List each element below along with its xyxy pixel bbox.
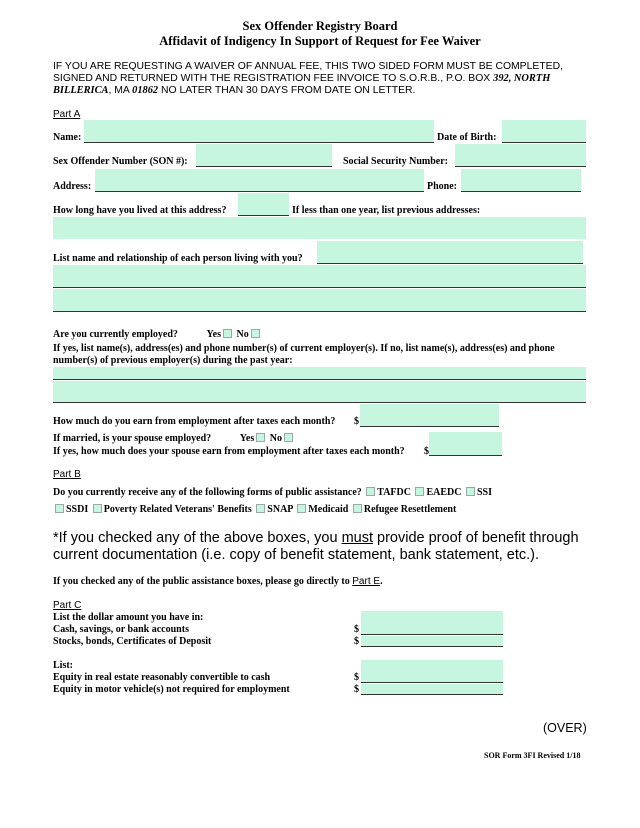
spouse-earn-dollar: $: [424, 446, 429, 457]
spouse-employed-label: If married, is your spouse employed?: [53, 433, 212, 444]
intro-line-3: [53, 85, 415, 96]
spouse-no-label: No: [269, 433, 282, 444]
ssdi-checkbox[interactable]: [55, 504, 64, 513]
part-c-heading: Part C: [53, 600, 82, 611]
list-label: List:: [53, 660, 73, 671]
page-subtitle: Affidavit of Indigency In Support of Request for Fee Waiver: [159, 34, 481, 48]
employer-instructions-1: If yes, list name(s), address(es) and phone number(s) of current employer(s). If no, list name(s), address(es) and phone: [53, 343, 555, 354]
employed-yes-label: Yes: [206, 329, 221, 340]
form-id: SOR Form 3FI Revised 1/18: [484, 751, 581, 760]
dob-label: Date of Birth:: [437, 132, 497, 143]
snap-checkbox[interactable]: [256, 504, 265, 513]
spouse-earn-label: If yes, how much does your spouse earn from employment after taxes each month?: [53, 446, 405, 457]
name-label: Name:: [53, 132, 82, 143]
intro-line-2: [53, 73, 550, 84]
ssn-input[interactable]: [455, 144, 586, 167]
son-input[interactable]: [196, 144, 332, 167]
goto-period: .: [380, 576, 383, 587]
goto-text: If you checked any of the public assistance boxes, please go directly to: [53, 576, 353, 587]
over-label: (OVER): [543, 721, 587, 735]
employer-input-2[interactable]: [53, 381, 586, 403]
prev-address-label: If less than one year, list previous addresses:: [292, 205, 481, 216]
spouse-employed-row: [53, 433, 295, 444]
refugee-checkbox[interactable]: [353, 504, 362, 513]
proof-note-must: must: [341, 530, 373, 546]
earn-label: How much do you earn from employment after taxes each month?: [53, 416, 336, 427]
goto-part-e: [53, 576, 383, 587]
assistance-row-1: [53, 487, 492, 498]
spouse-yes-label: Yes: [239, 433, 255, 444]
intro-city: BILLERICA: [53, 85, 109, 96]
medicaid-label: Medicaid: [308, 504, 349, 515]
intro-zip: 01862: [132, 85, 159, 96]
employed-no-checkbox[interactable]: [251, 329, 260, 338]
part-a-heading: Part A: [53, 109, 81, 120]
intro-deadline: NO LATER THAN 30 DAYS FROM DATE ON LETTER.: [158, 85, 416, 96]
household-label: List name and relationship of each person living with you?: [53, 253, 303, 264]
intro-line-1: IF YOU ARE REQUESTING A WAIVER OF ANNUAL FEE, THIS TWO SIDED FORM MUST BE COMPLETED,: [53, 61, 563, 72]
employed-no-label: No: [236, 329, 249, 340]
how-long-label: How long have you lived at this address?: [53, 205, 227, 216]
eaedc-label: EAEDC: [426, 487, 462, 498]
phone-input[interactable]: [461, 169, 581, 192]
ssi-checkbox[interactable]: [466, 487, 475, 496]
part-c-intro: List the dollar amount you have in:: [53, 612, 204, 623]
proof-note-1: [53, 530, 579, 546]
ssdi-label: SSDI: [66, 504, 89, 515]
proof-note-2: current documentation (i.e. copy of benefit statement, bank statement, etc.).: [53, 547, 540, 563]
eaedc-checkbox[interactable]: [415, 487, 424, 496]
vehicle-dollar: $: [354, 684, 359, 695]
stocks-dollar: $: [354, 636, 359, 647]
part-b-heading: Part B: [53, 469, 81, 480]
household-input-1[interactable]: [317, 241, 583, 264]
snap-label: SNAP: [267, 504, 293, 515]
stocks-input[interactable]: [361, 636, 503, 647]
cash-dollar: $: [354, 624, 359, 635]
proof-note-1a: *If you checked any of the above boxes, you: [53, 530, 342, 546]
address-input[interactable]: [95, 169, 424, 192]
veterans-checkbox[interactable]: [93, 504, 102, 513]
employer-instructions-2: number(s) of previous employer(s) during the past year:: [53, 355, 293, 366]
name-input[interactable]: [84, 120, 434, 143]
intro-line-2-text: SIGNED AND RETURNED WITH THE REGISTRATION FEE INVOICE TO S.O.R.B., P.O. BOX: [53, 73, 494, 84]
intro-state: , MA: [108, 85, 133, 96]
employer-input-1[interactable]: [53, 367, 586, 380]
ssi-label: SSI: [477, 487, 493, 498]
tafdc-label: TAFDC: [377, 487, 411, 498]
goto-part-e-link: Part E: [352, 576, 381, 587]
dob-input[interactable]: [502, 120, 586, 143]
vehicle-label: Equity in motor vehicle(s) not required for employment: [53, 684, 290, 695]
assistance-row-2: [53, 504, 456, 515]
real-estate-dollar: $: [354, 672, 359, 683]
son-label: Sex Offender Number (SON #):: [53, 156, 188, 167]
ssn-label: Social Security Number:: [343, 156, 448, 167]
prev-address-input[interactable]: [53, 217, 586, 239]
phone-label: Phone:: [427, 181, 457, 192]
stocks-label: Stocks, bonds, Certificates of Deposit: [53, 636, 212, 647]
how-long-input[interactable]: [238, 193, 289, 216]
household-input-3[interactable]: [53, 289, 586, 312]
real-estate-input[interactable]: [361, 660, 503, 683]
intro-po-box: 392, NORTH: [493, 73, 551, 84]
medicaid-checkbox[interactable]: [297, 504, 306, 513]
spouse-yes-checkbox[interactable]: [256, 433, 265, 442]
address-label: Address:: [53, 181, 92, 192]
vehicle-input[interactable]: [361, 684, 503, 695]
proof-note-1c: provide proof of benefit through: [373, 530, 579, 546]
page-title: Sex Offender Registry Board: [242, 19, 398, 33]
household-input-2[interactable]: [53, 265, 586, 288]
real-estate-label: Equity in real estate reasonably convertible to cash: [53, 672, 271, 683]
employed-question: Are you currently employed?: [53, 329, 178, 340]
tafdc-checkbox[interactable]: [366, 487, 375, 496]
refugee-label: Refugee Resettlement: [363, 504, 457, 515]
employed-label: [53, 329, 262, 340]
employed-yes-checkbox[interactable]: [223, 329, 232, 338]
spouse-no-checkbox[interactable]: [284, 433, 293, 442]
spouse-earn-input[interactable]: [429, 432, 502, 456]
earn-input[interactable]: [360, 404, 499, 427]
assistance-label: Do you currently receive any of the following forms of public assistance?: [53, 487, 362, 498]
earn-dollar: $: [354, 416, 359, 427]
cash-input[interactable]: [361, 611, 503, 635]
veterans-label: Poverty Related Veterans' Benefits: [103, 504, 252, 515]
cash-label: Cash, savings, or bank accounts: [53, 624, 189, 635]
